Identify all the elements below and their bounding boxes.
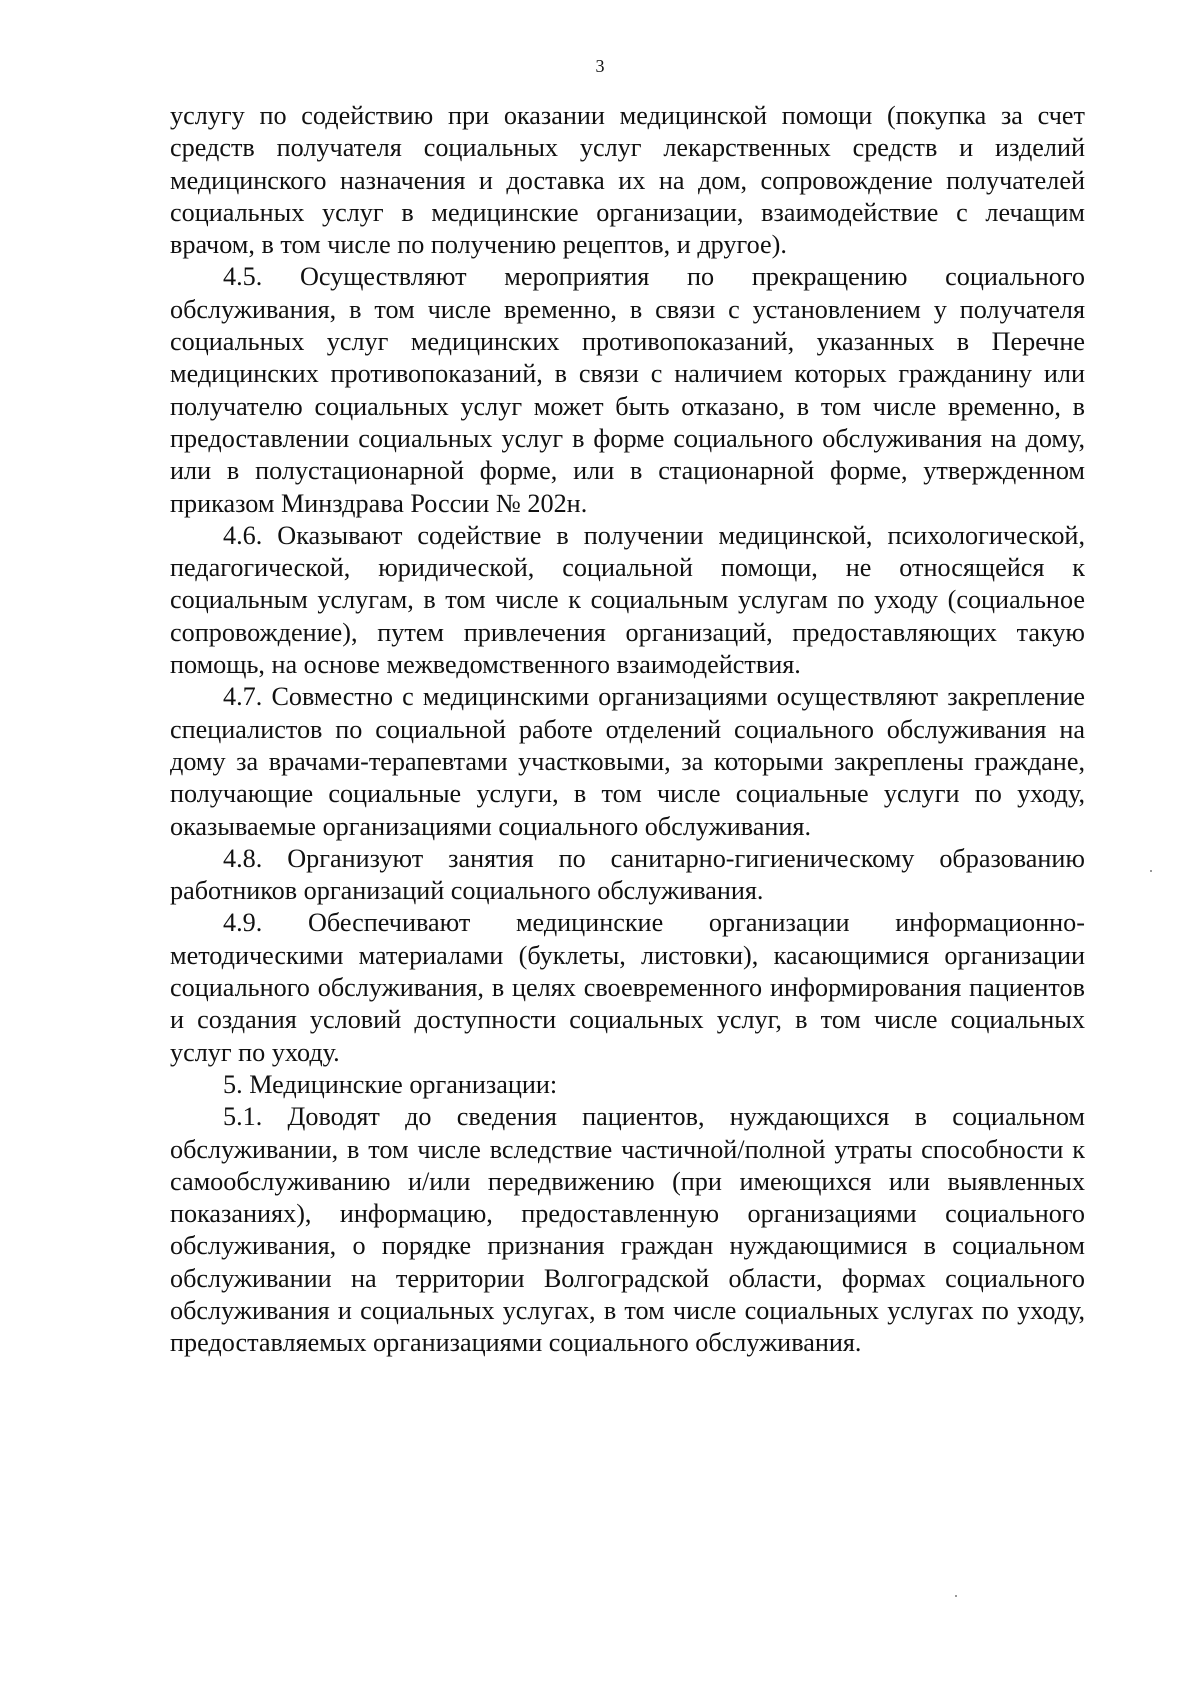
page-number: 3 bbox=[595, 56, 605, 76]
section-5-heading: 5. Медицинские организации: bbox=[223, 1069, 558, 1099]
paragraph-4-6: 4.6. Оказывают содействие в получении медицинской, психологической, педагогической, юридической, социальной помощи, не относящейся к социальным услугам, в том числе к социальным услугам по уходу (социальное сопровождение), путем привлечения организаций, предоставляющих такую помощь, на основе межведомственного взаимодействия. bbox=[170, 520, 1085, 680]
paragraph-4-7: 4.7. Совместно с медицинскими организациями осуществляют закрепление специалистов по социальной работе отделений социального обслуживания на дому за врачами-терапевтами участковыми, за которыми закреплены граждане, получающие социальные услуги, в том числе социальные услуги по уходу, оказываемые организациями социального обслуживания. bbox=[170, 682, 1085, 841]
paragraph-4-5: 4.5. Осуществляют мероприятия по прекращению социального обслуживания, в том числе временно, в связи с установлением у получателя социальных услуг медицинских противопоказаний, указанных в Перечне медицинских противопоказаний, в связи с наличием которых гражданину или получателю социальных услуг может быть отказано, в том числе временно, в предоставлении социальных услуг в форме социального обслуживания на дому, или в полустационарной форме, или в стационарной форме, утвержденном приказом Минздрава России № 202н. bbox=[170, 262, 1085, 518]
scan-speck bbox=[1150, 870, 1152, 872]
paragraph-continuation: услугу по содействию при оказании медицинской помощи (покупка за счет средств получателя социальных услуг лекарственных средств и изделий медицинского назначения и доставка их на дом, сопровождение получателей социальных услуг в медицинские организации, взаимодействие с лечащим врачом, в том числе по получению рецептов, и другое). bbox=[170, 101, 1085, 260]
paragraph-4-9: 4.9. Обеспечивают медицинские организации информационно-методическими материалами (буклеты, листовки), касающимися организации социального обслуживания, в целях своевременного информирования пациентов и создания условий доступности социальных услуг, в том числе социальных услуг по уходу. bbox=[170, 908, 1085, 1067]
paragraph-4-8: 4.8. Организуют занятия по санитарно-гигиеническому образованию работников организаций социального обслуживания. bbox=[170, 843, 1085, 906]
scan-speck bbox=[955, 1595, 957, 1597]
paragraph-5-1: 5.1. Доводят до сведения пациентов, нуждающихся в социальном обслуживании, в том числе вследствие частичной/полной утраты способности к самообслуживанию и/или передвижению (при имеющихся или выявленных показаниях), информацию, предоставленную организациями социального обслуживания, о порядке признания граждан нуждающимися в социальном обслуживании на территории Волгоградской области, формах социального обслуживания и социальных услугах, в том числе социальных услугах по уходу, предоставляемых организациями социального обслуживания. bbox=[170, 1102, 1085, 1358]
document-body bbox=[170, 100, 1085, 1360]
